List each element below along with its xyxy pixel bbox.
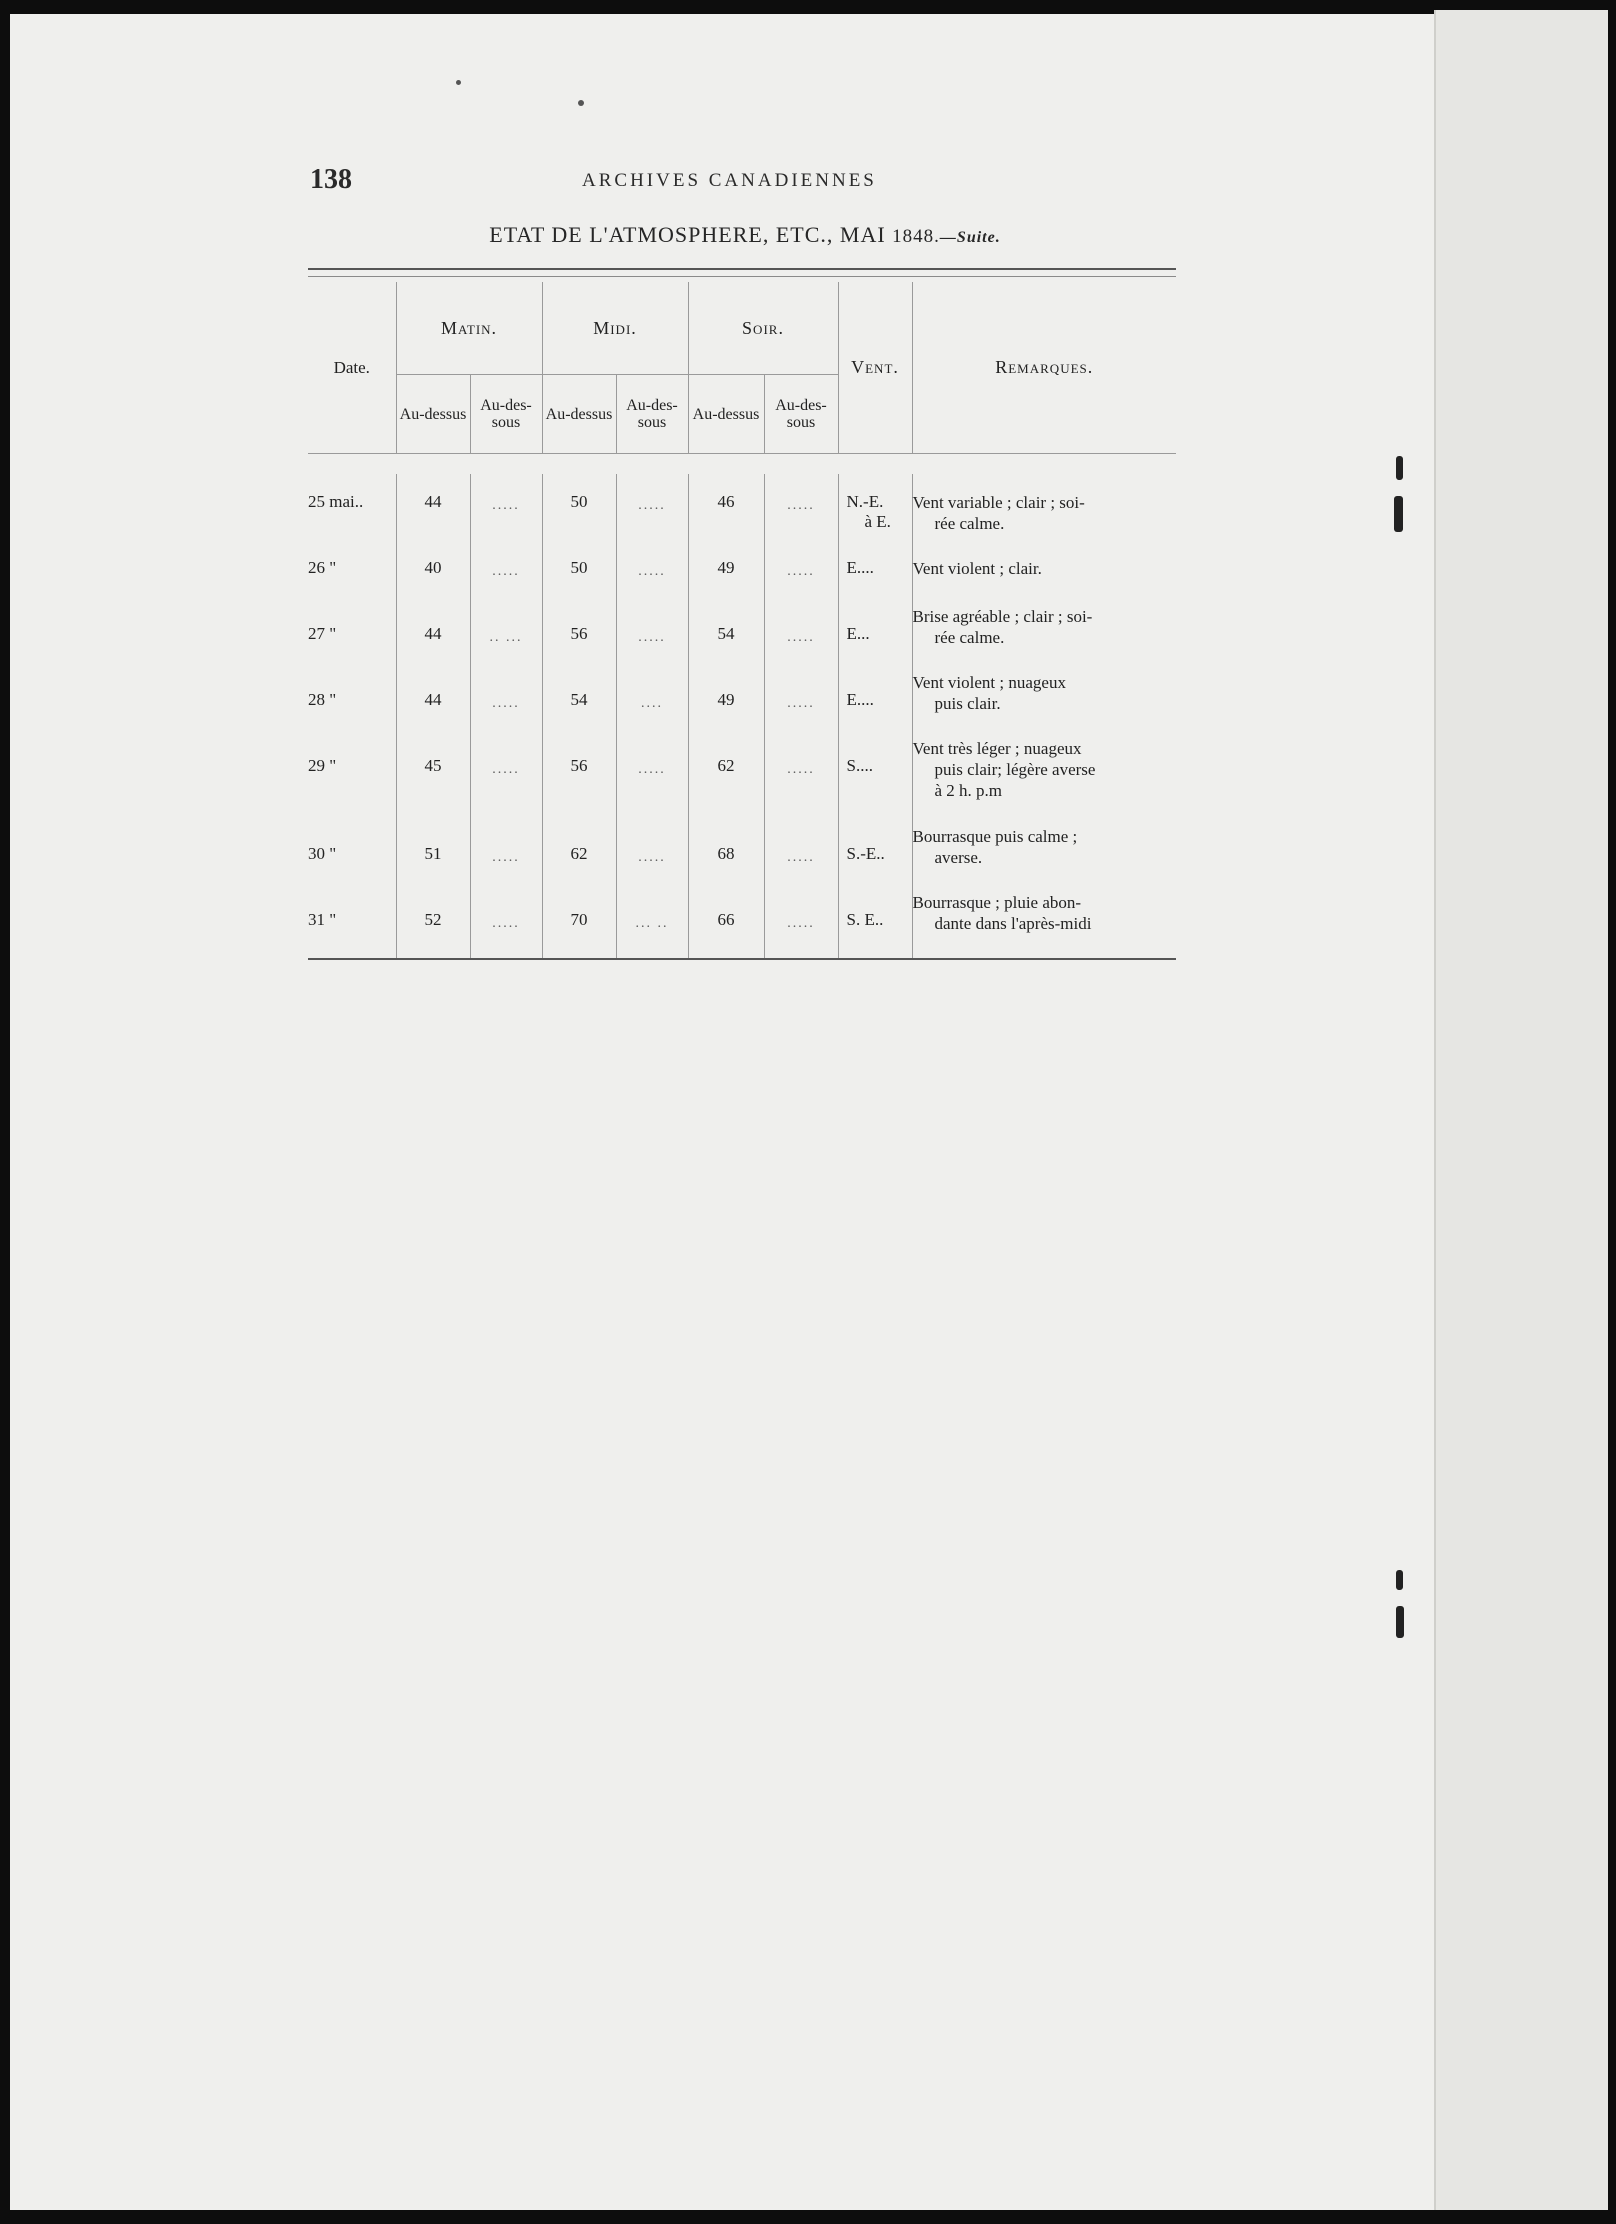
table-title-suite: —Suite. — [939, 229, 1001, 246]
adjacent-page-edge — [1434, 10, 1608, 2214]
row-matin-dessous: ..... — [470, 826, 542, 892]
header-matin: Matin. — [396, 282, 542, 375]
row-matin-dessus: 40 — [396, 540, 470, 606]
row-vent: S.-E.. — [838, 826, 912, 892]
row-soir-dessus: 68 — [688, 826, 764, 892]
header-midi: Midi. — [542, 282, 688, 375]
header-soir: Soir. — [688, 282, 838, 375]
row-soir-dessus: 62 — [688, 738, 764, 826]
page-header — [310, 164, 1180, 204]
row-matin-dessous: .. ... — [470, 606, 542, 672]
row-date: 25 mai.. — [308, 492, 364, 511]
row-date: 26 " — [308, 558, 337, 577]
row-soir-dessus: 66 — [688, 892, 764, 959]
row-soir-dessous: ..... — [764, 540, 838, 606]
table-top-rule-thin — [308, 276, 1176, 277]
row-midi-dessus: 62 — [542, 826, 616, 892]
row-vent: E... — [838, 606, 912, 672]
row-matin-dessus: 52 — [396, 892, 470, 959]
row-matin-dessus: 44 — [396, 606, 470, 672]
row-matin-dessous: ..... — [470, 540, 542, 606]
header-vent: Vent. — [838, 282, 912, 454]
row-date: 28 " — [308, 690, 337, 709]
binding-mark — [1396, 1606, 1404, 1638]
row-vent: E.... — [838, 672, 912, 738]
row-date: 29 " — [308, 756, 337, 775]
table-row — [308, 892, 1176, 959]
scan-border — [0, 2210, 1616, 2224]
row-soir-dessous: ..... — [764, 826, 838, 892]
row-vent: E.... — [838, 540, 912, 606]
row-vent: N.-E. à E. — [838, 474, 912, 540]
binding-mark — [1396, 1570, 1403, 1590]
header-remarques: Remarques. — [912, 282, 1176, 454]
table-title-year: 1848. — [892, 226, 940, 247]
row-matin-dessous: ..... — [470, 738, 542, 826]
table-row — [308, 738, 1176, 826]
row-remarques: Brise agréable ; clair ; soi- rée calme. — [912, 606, 1176, 672]
running-title: ARCHIVES CANADIENNES — [582, 170, 877, 191]
row-date: 31 " — [308, 910, 337, 929]
row-midi-dessus: 56 — [542, 738, 616, 826]
row-midi-dessus: 56 — [542, 606, 616, 672]
row-midi-dessus: 54 — [542, 672, 616, 738]
header-midi-au-dessous: Au-des-sous — [616, 375, 688, 454]
row-remarques: Bourrasque puis calme ; averse. — [912, 826, 1176, 892]
header-midi-au-dessus: Au-dessus — [542, 375, 616, 454]
row-midi-dessous: ..... — [616, 474, 688, 540]
table-title — [310, 222, 1180, 248]
table-bottom-rule — [308, 959, 1176, 964]
row-remarques: Vent violent ; nuageux puis clair. — [912, 672, 1176, 738]
scan-speck — [578, 100, 584, 106]
row-date: 27 " — [308, 624, 337, 643]
row-vent: S.... — [838, 738, 912, 826]
row-remarques: Vent violent ; clair. — [912, 540, 1176, 606]
table-row — [308, 474, 1176, 540]
row-soir-dessus: 54 — [688, 606, 764, 672]
row-midi-dessous: ..... — [616, 826, 688, 892]
row-midi-dessous: ..... — [616, 540, 688, 606]
row-matin-dessus: 44 — [396, 672, 470, 738]
weather-table — [308, 282, 1176, 964]
table-row — [308, 672, 1176, 738]
row-matin-dessus: 51 — [396, 826, 470, 892]
header-soir-au-dessus: Au-dessus — [688, 375, 764, 454]
table-row — [308, 540, 1176, 606]
row-matin-dessus: 44 — [396, 474, 470, 540]
row-soir-dessus: 49 — [688, 672, 764, 738]
row-soir-dessous: ..... — [764, 606, 838, 672]
row-midi-dessous: ..... — [616, 606, 688, 672]
row-midi-dessous: ... .. — [616, 892, 688, 959]
table-row — [308, 606, 1176, 672]
row-remarques: Vent très léger ; nuageux puis clair; légère averse à 2 h. p.m — [912, 738, 1176, 826]
row-soir-dessous: ..... — [764, 672, 838, 738]
row-remarques: Bourrasque ; pluie abon- dante dans l'après-midi — [912, 892, 1176, 959]
row-midi-dessous: .... — [616, 672, 688, 738]
row-matin-dessous: ..... — [470, 892, 542, 959]
scan-speck — [456, 80, 461, 85]
binding-mark — [1394, 496, 1403, 532]
header-matin-au-dessus: Au-dessus — [396, 375, 470, 454]
table-title-main: ETAT DE L'ATMOSPHERE, ETC., MAI — [489, 222, 886, 247]
row-soir-dessous: ..... — [764, 892, 838, 959]
table-row — [308, 826, 1176, 892]
row-remarques: Vent variable ; clair ; soi- rée calme. — [912, 474, 1176, 540]
row-soir-dessous: ..... — [764, 474, 838, 540]
page-number: 138 — [310, 164, 352, 195]
row-date: 30 " — [308, 844, 337, 863]
table-top-rule — [308, 268, 1176, 270]
row-midi-dessous: ..... — [616, 738, 688, 826]
row-midi-dessus: 50 — [542, 540, 616, 606]
binding-mark — [1396, 456, 1403, 480]
row-soir-dessus: 49 — [688, 540, 764, 606]
header-matin-au-dessous: Au-des-sous — [470, 375, 542, 454]
row-midi-dessus: 70 — [542, 892, 616, 959]
row-soir-dessus: 46 — [688, 474, 764, 540]
header-date: Date. — [333, 358, 370, 377]
row-midi-dessus: 50 — [542, 474, 616, 540]
row-vent: S. E.. — [838, 892, 912, 959]
row-matin-dessous: ..... — [470, 474, 542, 540]
header-soir-au-dessous: Au-des-sous — [764, 375, 838, 454]
row-matin-dessous: ..... — [470, 672, 542, 738]
row-matin-dessus: 45 — [396, 738, 470, 826]
row-soir-dessous: ..... — [764, 738, 838, 826]
